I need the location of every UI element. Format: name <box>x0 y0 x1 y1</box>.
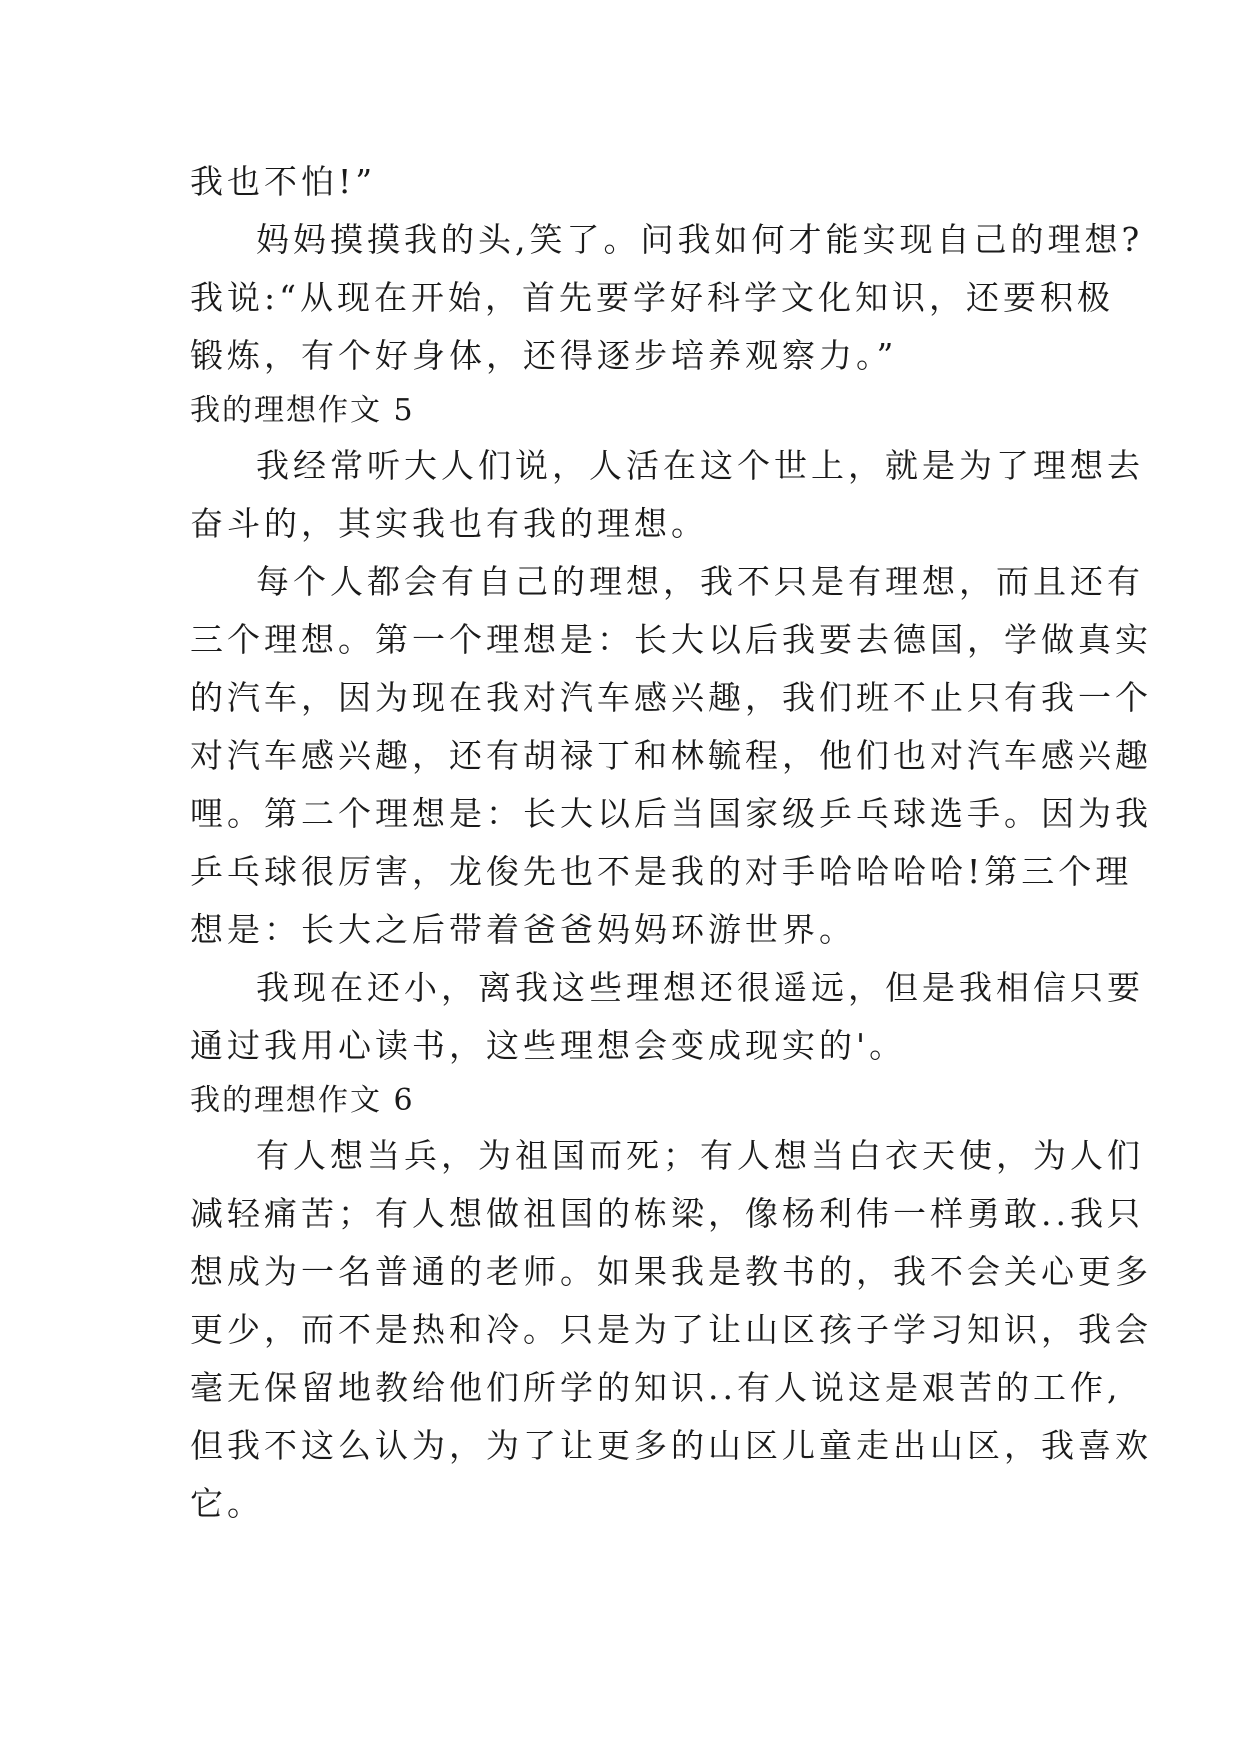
text-line: 我经常听大人们说，人活在这个世上，就是为了理想去 <box>256 446 1144 485</box>
text-line: 乒乓球很厉害，龙俊先也不是我的对手哈哈哈哈!第三个理 <box>190 852 1133 891</box>
text-line: 更少，而不是热和冷。只是为了让山区孩子学习知识，我会 <box>190 1310 1152 1349</box>
text-line: 毫无保留地教给他们所学的知识..有人说这是艰苦的工作, <box>190 1368 1122 1407</box>
text-line: 但我不这么认为，为了让更多的山区儿童走出山区，我喜欢 <box>190 1426 1152 1465</box>
text-line: 有人想当兵，为祖国而死；有人想当白衣天使，为人们 <box>256 1136 1144 1175</box>
text-line: 三个理想。第一个理想是：长大以后我要去德国，学做真实 <box>190 620 1152 659</box>
document-page <box>190 153 1152 1533</box>
text-line: 奋斗的，其实我也有我的理想。 <box>190 504 708 543</box>
text-line: 通过我用心读书，这些理想会变成现实的'。 <box>190 1026 907 1065</box>
text-line: 妈妈摸摸我的头,笑了。问我如何才能实现自己的理想? <box>256 220 1144 259</box>
text-line: 锻炼，有个好身体，还得逐步培养观察力。” <box>190 336 898 375</box>
section-heading: 我的理想作文 6 <box>190 1083 415 1118</box>
text-line: 的汽车，因为现在我对汽车感兴趣，我们班不止只有我一个 <box>190 678 1152 717</box>
text-line: 想成为一名普通的老师。如果我是教书的，我不会关心更多 <box>190 1252 1152 1291</box>
text-line: 我也不怕!” <box>190 162 377 201</box>
text-line: 想是：长大之后带着爸爸妈妈环游世界。 <box>190 910 856 949</box>
text-line: 我说:“从现在开始，首先要学好科学文化知识，还要积极 <box>190 278 1114 317</box>
text-line: 我现在还小，离我这些理想还很遥远，但是我相信只要 <box>256 968 1144 1007</box>
text-line: 它。 <box>190 1484 264 1523</box>
section-heading: 我的理想作文 5 <box>190 393 415 428</box>
text-line: 减轻痛苦；有人想做祖国的栋梁，像杨利伟一样勇敢..我只 <box>190 1194 1144 1233</box>
text-line: 对汽车感兴趣，还有胡禄丁和林毓程，他们也对汽车感兴趣 <box>190 736 1152 775</box>
text-line: 哩。第二个理想是：长大以后当国家级乒乓球选手。因为我 <box>190 794 1152 833</box>
text-line: 每个人都会有自己的理想，我不只是有理想，而且还有 <box>256 562 1144 601</box>
